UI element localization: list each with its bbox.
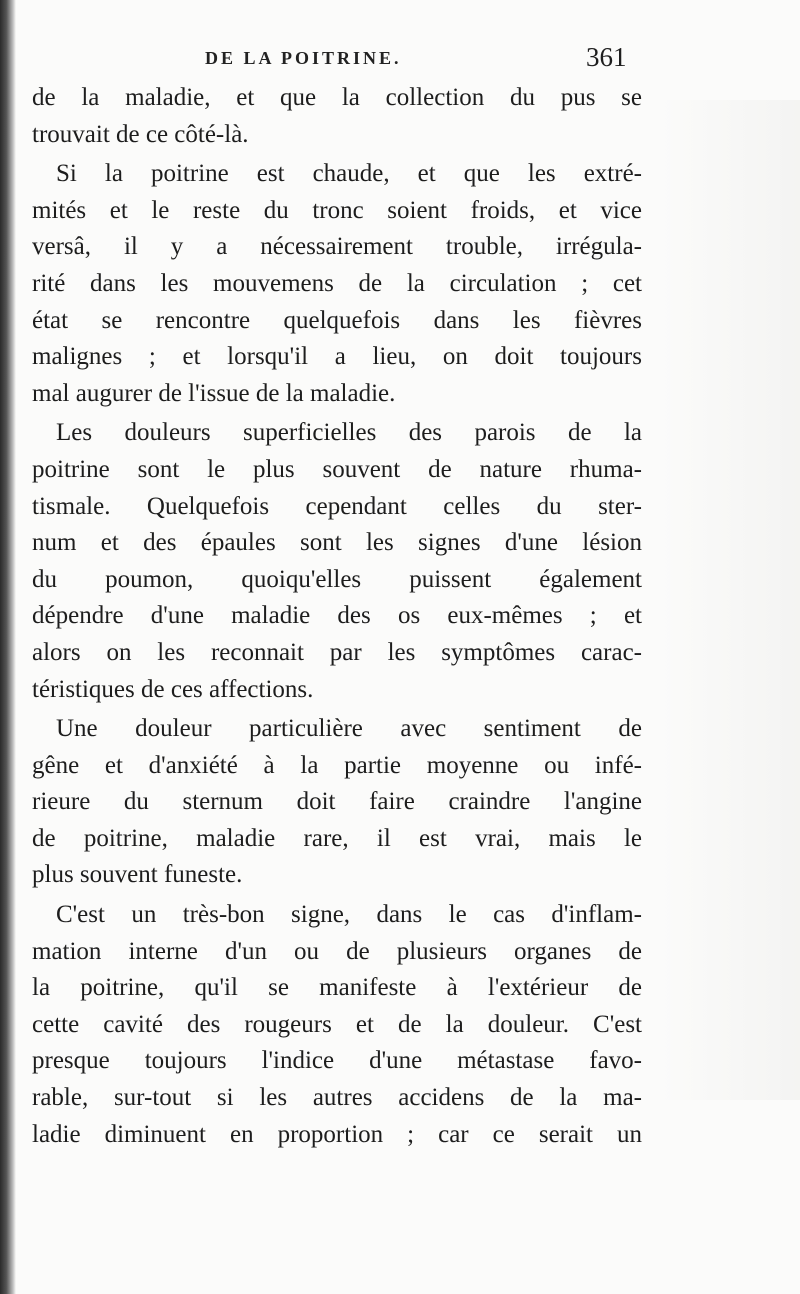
text-line: plus souvent funeste. — [32, 861, 243, 889]
text-line: presque toujours l'indice d'une métastase favo- — [32, 1047, 642, 1075]
text-line: alors on les reconnait par les symptômes carac- — [32, 638, 642, 666]
text-line: ladie diminuent en proportion ; car ce serait un — [32, 1120, 642, 1148]
page-gutter-shadow — [0, 0, 16, 1294]
page-header — [0, 44, 800, 78]
text-line: versâ, il y a nécessairement trouble, irrégula- — [32, 233, 642, 261]
text-line: gêne et d'anxiété à la partie moyenne ou infé- — [32, 751, 642, 779]
text-line: num et des épaules sont les signes d'une lésion — [32, 529, 642, 557]
page-number: 361 — [586, 42, 627, 72]
text-line: Les douleurs superficielles des parois de la — [56, 419, 642, 447]
text-line: malignes ; et lorsqu'il a lieu, on doit toujours — [32, 343, 642, 371]
text-line: rieure du sternum doit faire craindre l'angine — [32, 788, 642, 816]
text-line: de la maladie, et que la collection du pus se — [32, 84, 642, 111]
text-line: poitrine sont le plus souvent de nature rhuma- — [32, 455, 642, 483]
text-line: état se rencontre quelquefois dans les fièvres — [32, 306, 642, 334]
text-line: du poumon, quoiqu'elles puissent également — [32, 565, 642, 593]
text-line: de poitrine, maladie rare, il est vrai, mais le — [32, 824, 642, 852]
text-line: mation interne d'un ou de plusieurs organes de — [32, 937, 642, 965]
text-line: C'est un très-bon signe, dans le cas d'inflam- — [56, 901, 642, 929]
text-line: mal augurer de l'issue de la maladie. — [32, 379, 396, 407]
text-line: tismale. Quelquefois cependant celles du ster- — [32, 492, 642, 520]
text-line: la poitrine, qu'il se manifeste à l'extérieur de — [32, 974, 642, 1002]
text-line: trouvait de ce côté-là. — [32, 120, 249, 148]
text-line: mités et le reste du tronc soient froids, et vice — [32, 196, 642, 224]
running-head: DE LA POITRINE. — [205, 48, 402, 68]
text-line: dépendre d'une maladie des os eux-mêmes ; et — [32, 602, 642, 630]
text-line: Si la poitrine est chaude, et que les extré- — [56, 160, 642, 188]
body-text — [32, 80, 642, 1153]
text-line: Une douleur particulière avec sentiment de — [56, 715, 642, 743]
text-line: rable, sur-tout si les autres accidens de la ma- — [32, 1084, 642, 1112]
text-line: cette cavité des rougeurs et de la douleur. C'est — [32, 1010, 642, 1038]
text-line: rité dans les mouvemens de la circulation ; cet — [32, 269, 642, 297]
text-line: téristiques de ces affections. — [32, 675, 314, 703]
show-through-shade — [660, 100, 800, 1100]
